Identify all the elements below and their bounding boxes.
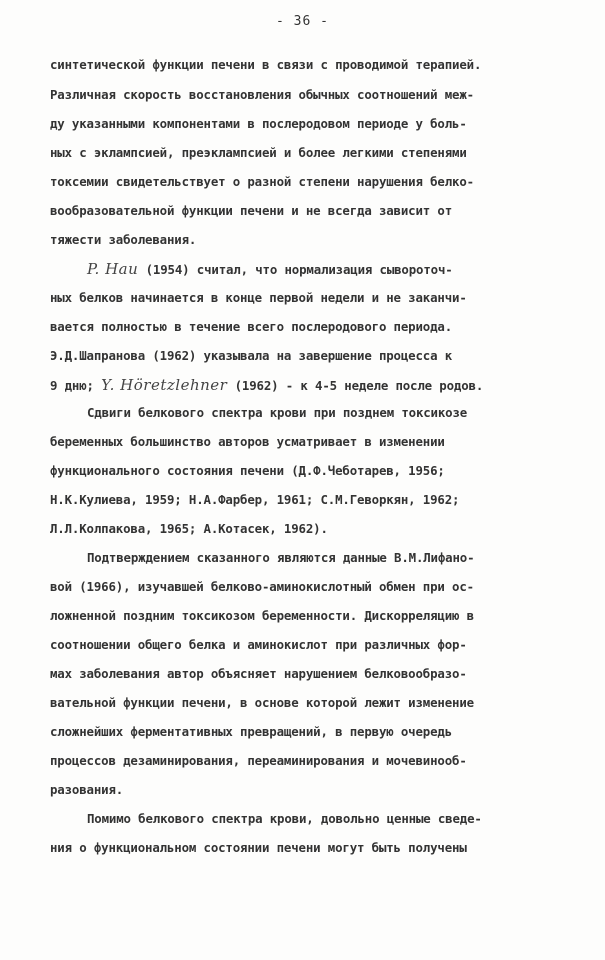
text-line <box>50 636 467 654</box>
text-segment: ния о функциональном состоянии печени могут быть получены <box>50 840 467 855</box>
text-line <box>50 462 445 480</box>
text-line <box>50 347 452 365</box>
text-line <box>50 723 452 741</box>
text-line <box>50 752 467 770</box>
text-segment: Подтверждением сказанного являются данные В.М.Лифано- <box>87 550 475 565</box>
text-segment: мах заболевания автор объясняет нарушением белковообразо- <box>50 666 467 681</box>
text-segment: беременных большинство авторов усматривает в изменении <box>50 434 445 449</box>
text-segment: ных белков начинается в конце первой недели и не заканчи- <box>50 290 467 305</box>
text-segment: (1962) - к 4-5 неделе после родов. <box>227 378 484 393</box>
text-segment: вается полностью в течение всего послеродового периода. <box>50 319 453 334</box>
text-line <box>50 839 467 857</box>
text-line <box>50 318 452 336</box>
text-line <box>50 781 123 799</box>
text-segment: 9 дню; <box>50 378 102 393</box>
text-segment: сложнейших ферментативных превращений, в первую очередь <box>50 724 453 739</box>
handwritten-name: P. Hau <box>87 260 139 278</box>
text-line <box>50 376 483 395</box>
text-segment: тяжести заболевания. <box>50 232 197 247</box>
text-line <box>50 86 474 104</box>
text-segment: Различная скорость восстановления обычных соотношений меж- <box>50 87 474 102</box>
text-segment: вательной функции печени, в основе которой лежит изменение <box>50 695 474 710</box>
text-segment: токсемии свидетельствует о разной степени нарушения белко- <box>50 174 474 189</box>
text-line <box>50 433 445 451</box>
text-line <box>87 810 482 828</box>
text-line <box>50 665 467 683</box>
text-segment: разования. <box>50 782 124 797</box>
handwritten-name: Y. Höretzlehner <box>101 376 228 394</box>
text-segment: Э.Д.Шапранова (1962) указывала на завершение процесса к <box>50 348 453 363</box>
text-segment: Помимо белкового спектра крови, довольно ценные сведе- <box>87 811 482 826</box>
text-segment: Сдвиги белкового спектра крови при позднем токсикозе <box>87 405 468 420</box>
text-segment: процессов дезаминирования, переаминирования и мочевинооб- <box>50 753 467 768</box>
text-line <box>50 694 474 712</box>
text-line <box>50 578 474 596</box>
text-segment: функционального состояния печени (Д.Ф.Чеботарев, 1956; <box>50 463 445 478</box>
text-line <box>87 260 453 279</box>
text-line <box>50 202 452 220</box>
text-segment: ложненной поздним токсикозом беременности. Дискорреляцию в <box>50 608 474 623</box>
text-line <box>50 289 467 307</box>
text-line <box>50 607 474 625</box>
text-line <box>50 173 474 191</box>
text-line <box>50 520 328 538</box>
text-segment: соотношении общего белка и аминокислот при различных фор- <box>50 637 467 652</box>
text-line <box>87 549 474 567</box>
text-line <box>87 404 467 422</box>
text-segment: Н.К.Кулиева, 1959; Н.А.Фарбер, 1961; С.М.Геворкян, 1962; <box>50 492 460 507</box>
text-segment: Л.Л.Колпакова, 1965; А.Котасек, 1962). <box>50 521 328 536</box>
text-segment: (1954) считал, что нормализация сывороточ- <box>138 262 453 277</box>
text-segment: синтетической функции печени в связи с проводимой терапией. <box>50 57 482 72</box>
text-segment: ных с эклампсией, преэклампсией и более легкими степенями <box>50 145 467 160</box>
text-line <box>50 115 467 133</box>
text-line <box>50 56 481 74</box>
text-line <box>50 231 196 249</box>
page-number: - 36 - <box>276 14 329 29</box>
text-segment: ду указанными компонентами в послеродовом периоде у боль- <box>50 116 467 131</box>
text-segment: вой (1966), изучавшей белково-аминокислотный обмен при ос- <box>50 579 474 594</box>
text-line <box>50 491 459 509</box>
text-segment: вообразовательной функции печени и не всегда зависит от <box>50 203 453 218</box>
text-line <box>50 144 467 162</box>
